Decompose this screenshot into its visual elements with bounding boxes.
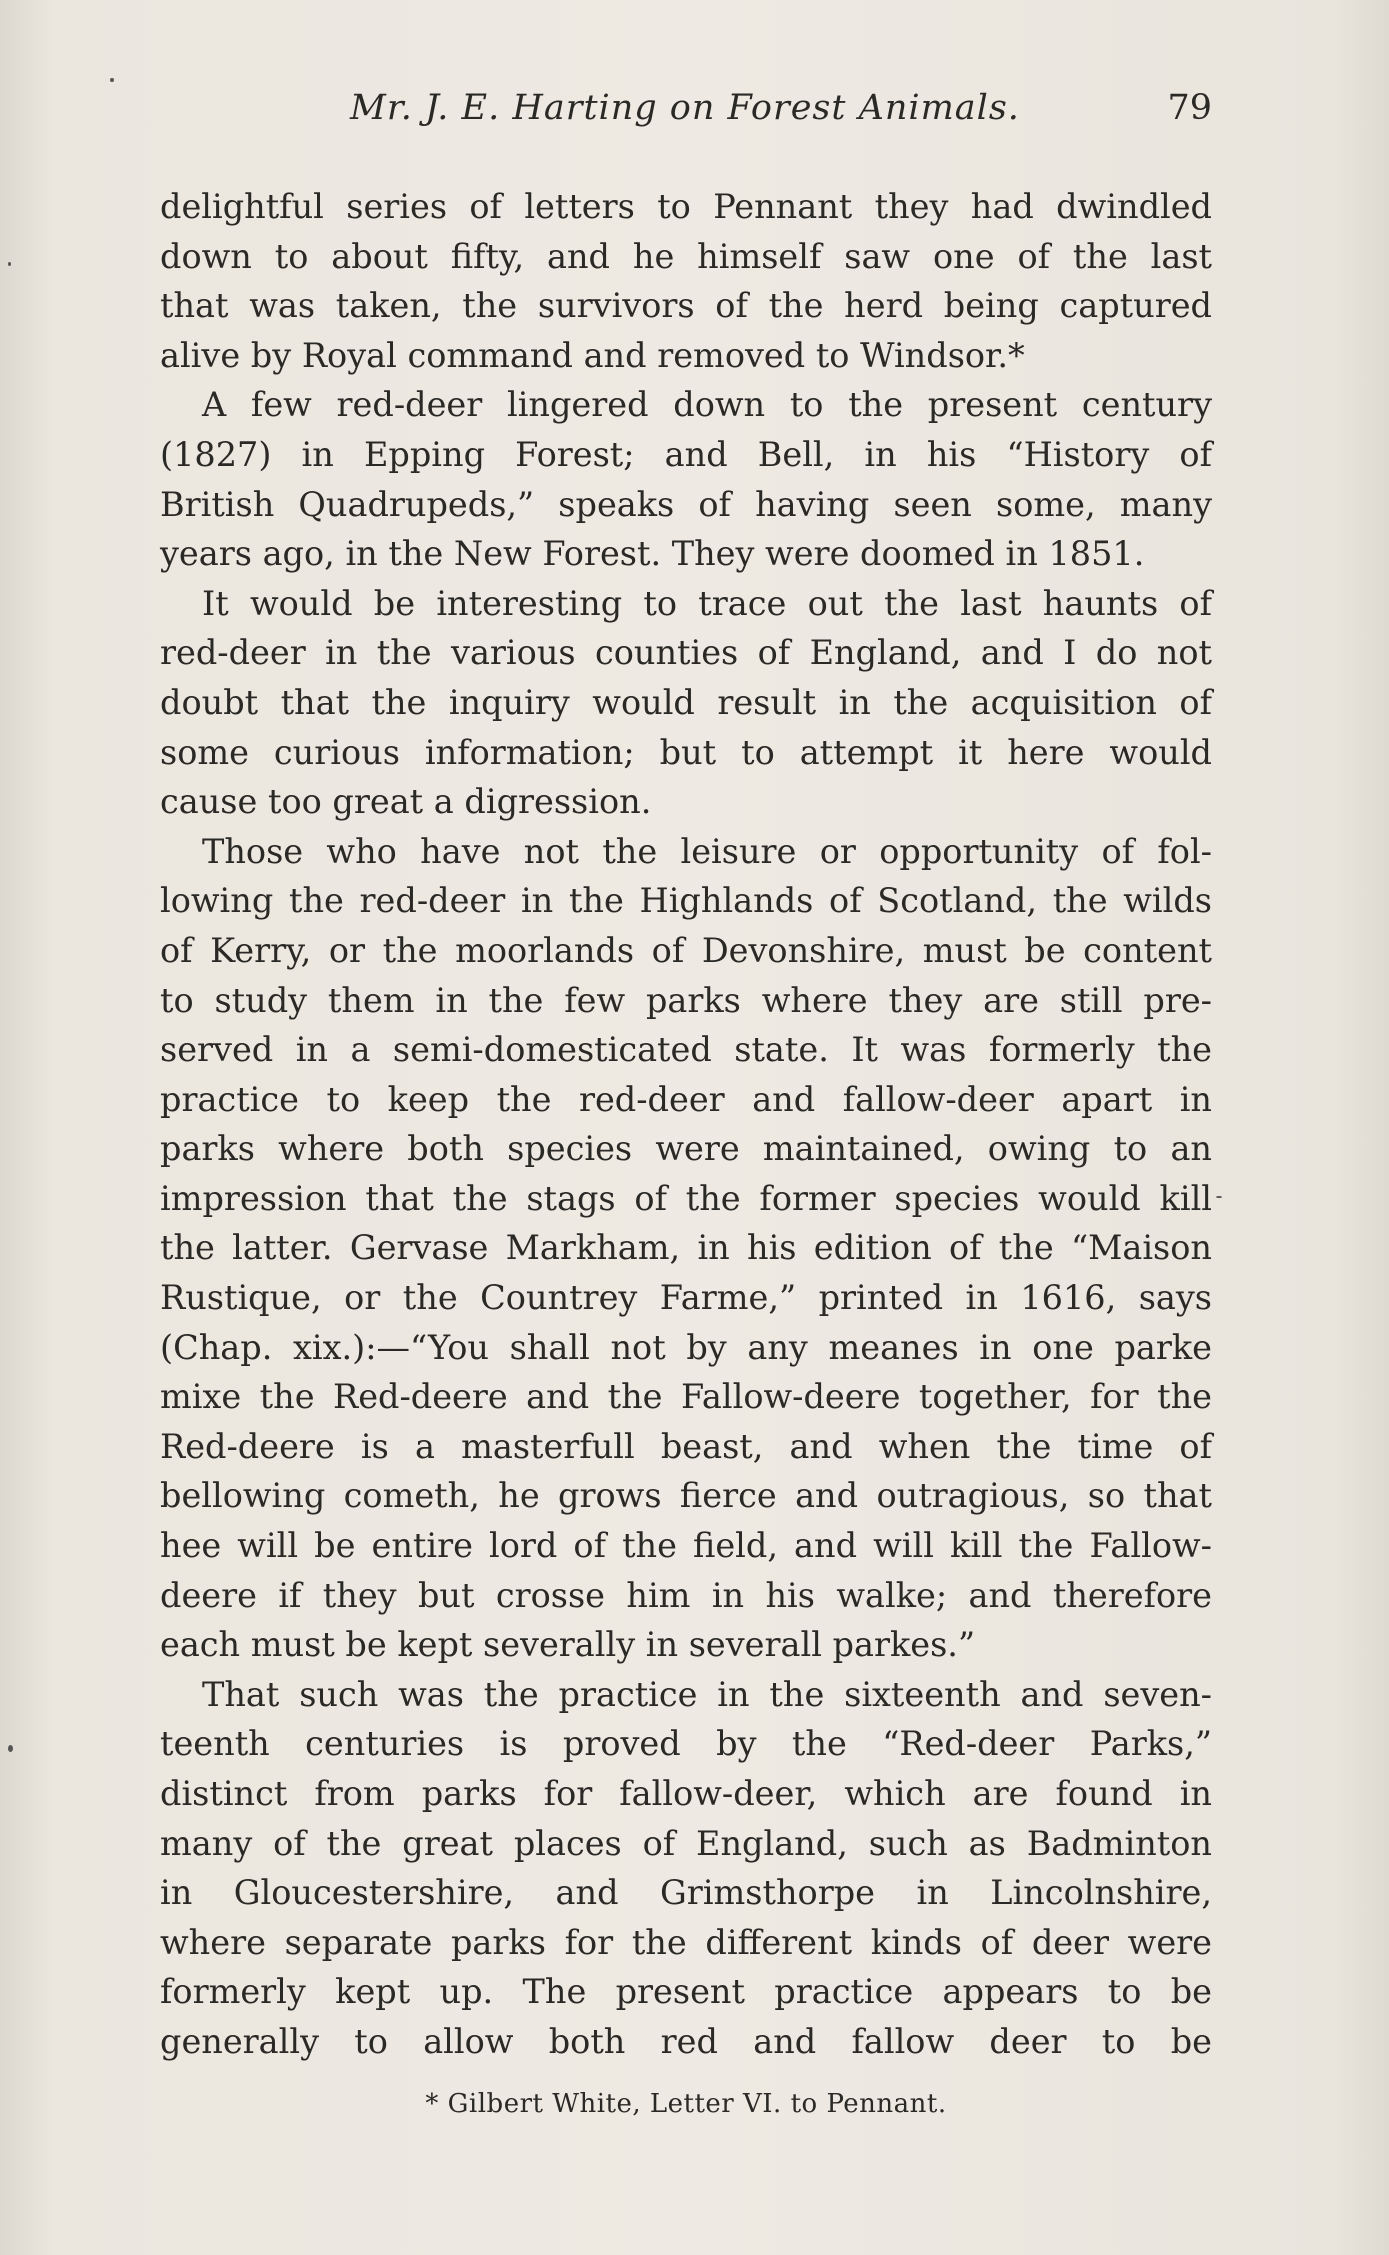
text-line: years ago, in the New Forest. They were doomed in 1851.	[160, 534, 1145, 574]
text-line: each must be kept severally in severall parkes.”	[160, 1625, 976, 1665]
paper-speck	[8, 262, 11, 266]
text-line: doubt that the inquiry would result in the acquisition of	[160, 682, 1212, 722]
text-line: served in a semi-domesticated state. It was formerly the	[160, 1030, 1212, 1070]
text-line: A few red-deer lingered down to the present century	[202, 385, 1212, 425]
text-line: Rustique, or the Countrey Farme,” printed in 1616, says	[160, 1278, 1212, 1318]
text-line: red-deer in the various counties of England, and I do not	[160, 633, 1212, 673]
text-line: parks where both species were maintained, owing to an	[160, 1129, 1212, 1169]
text-line: hee will be entire lord of the field, and will kill the Fallow-	[160, 1526, 1212, 1566]
text-line: delightful series of letters to Pennant they had dwindled	[160, 187, 1212, 226]
text-line: down to about fifty, and he himself saw one of the last	[160, 236, 1212, 276]
text-line: the latter. Gervase Markham, in his edition of the “Maison	[160, 1228, 1212, 1268]
text-line: deere if they but crosse him in his walke; and therefore	[160, 1575, 1212, 1615]
text-line: teenth centuries is proved by the “Red-deer Parks,”	[160, 1724, 1212, 1764]
text-line: to study them in the few parks where they are still pre-	[160, 980, 1212, 1020]
text-line: lowing the red-deer in the Highlands of Scotland, the wilds	[160, 881, 1212, 921]
text-line: British Quadrupeds,” speaks of having seen some, many	[160, 484, 1212, 524]
text-line: It would be interesting to trace out the last haunts of	[202, 583, 1212, 623]
body-text	[160, 182, 1212, 2067]
text-line: many of the great places of England, such as Badminton	[160, 1823, 1212, 1863]
text-line: That such was the practice in the sixteenth and seven-	[202, 1674, 1212, 1714]
footnote: * Gilbert White, Letter VI. to Pennant.	[425, 2089, 947, 2119]
text-line: practice to keep the red-deer and fallow-deer apart in	[160, 1079, 1212, 1119]
text-line: in Gloucestershire, and Grimsthorpe in Lincolnshire,	[160, 1873, 1212, 1913]
text-line: mixe the Red-deere and the Fallow-deere together, for the	[160, 1377, 1212, 1417]
text-line: impression that the stags of the former species would kill	[160, 1178, 1212, 1218]
text-line: Red-deere is a masterfull beast, and when the time of	[160, 1426, 1212, 1466]
text-line: formerly kept up. The present practice appears to be	[160, 1972, 1212, 2012]
paper-speck	[110, 78, 114, 82]
text-line: some curious information; but to attempt it here would	[160, 732, 1212, 772]
page-number: 79	[1167, 88, 1212, 128]
paper-speck	[1216, 1196, 1222, 1198]
text-line: cause too great a digression.	[160, 782, 652, 822]
paper-speck	[8, 1745, 13, 1752]
text-line: of Kerry, or the moorlands of Devonshire, must be content	[160, 930, 1212, 970]
text-line: Those who have not the leisure or opportunity of fol-	[202, 831, 1212, 871]
text-line: (1827) in Epping Forest; and Bell, in his “History of	[160, 434, 1212, 474]
text-line: alive by Royal command and removed to Windsor.*	[160, 335, 1025, 375]
page-header	[160, 88, 1212, 148]
text-line: where separate parks for the different kinds of deer were	[160, 1922, 1212, 1962]
text-line: (Chap. xix.):—“You shall not by any meanes in one parke	[160, 1327, 1212, 1367]
text-line: distinct from parks for fallow-deer, which are found in	[160, 1774, 1212, 1813]
running-title: Mr. J. E. Harting on Forest Animals.	[350, 88, 1020, 128]
text-line: generally to allow both red and fallow deer to be	[160, 2021, 1212, 2061]
text-line: bellowing cometh, he grows fierce and outragious, so that	[160, 1476, 1212, 1516]
text-line: that was taken, the survivors of the herd being captured	[160, 286, 1212, 326]
